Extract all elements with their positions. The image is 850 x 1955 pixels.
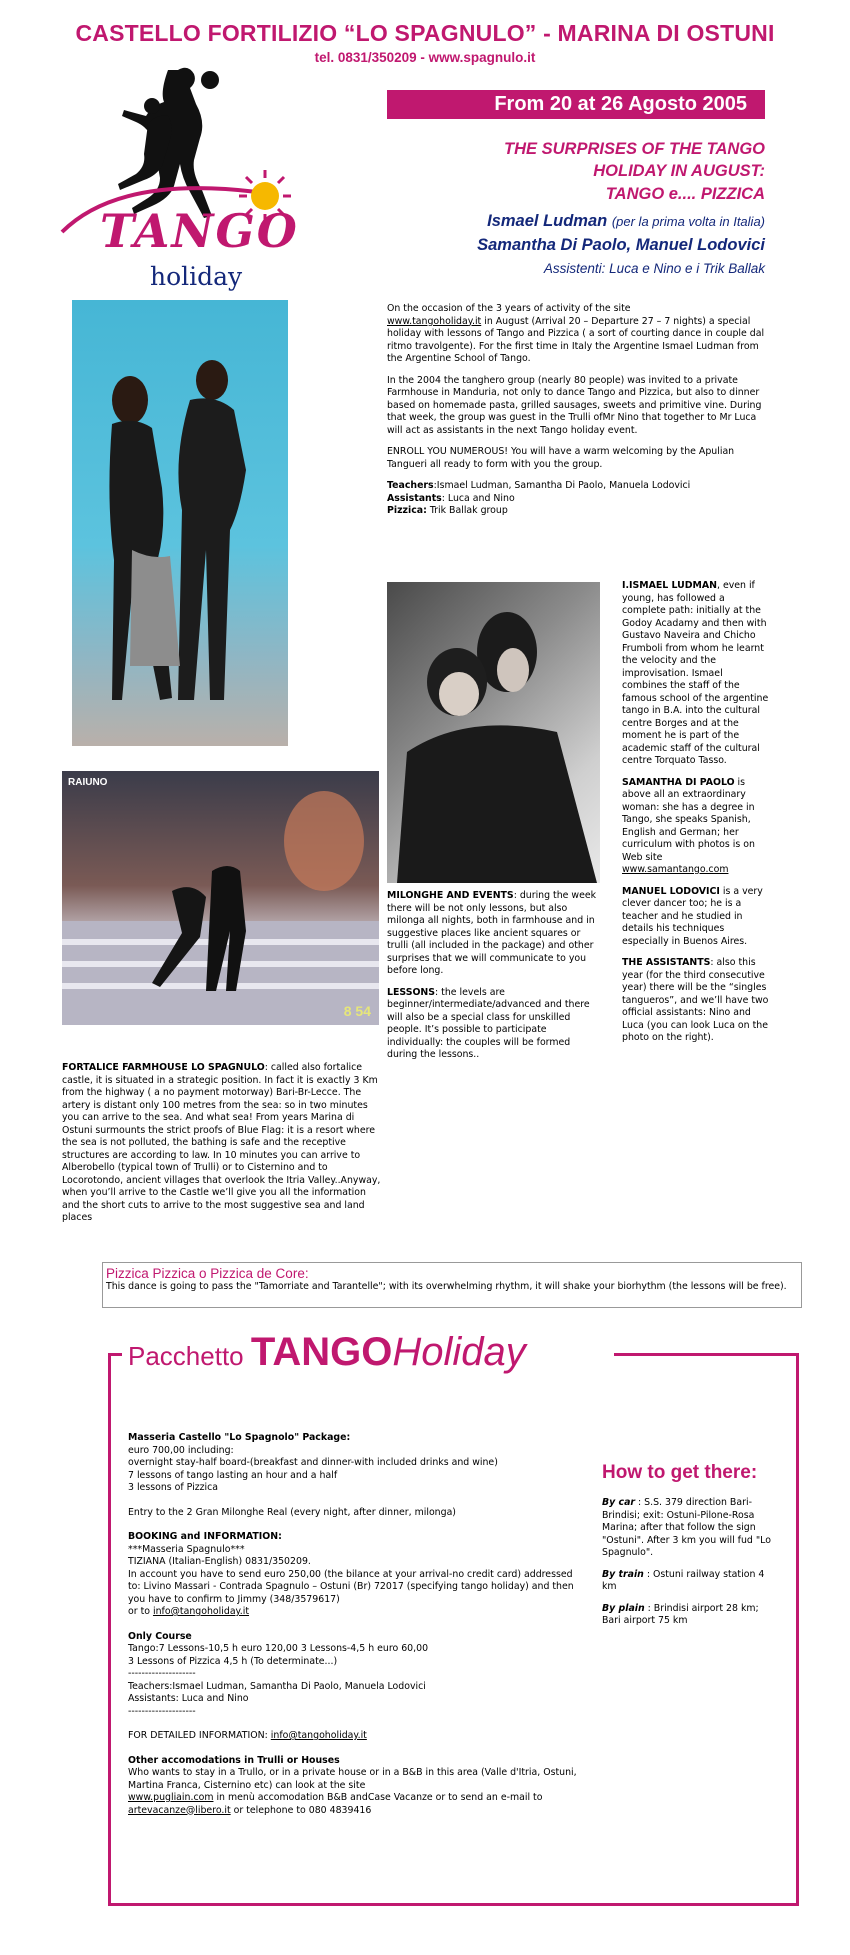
plain-label: By plain [602,1602,645,1614]
other-text2: in menù accomodation B&B andCase Vacanze or to send an e-mail to [213,1792,543,1803]
detailed-info [128,1730,583,1743]
pkg-entry: Entry to the 2 Gran Milonghe Real (every night, after dinner, milonga) [128,1506,456,1518]
lessons-text: : the levels are beginner/intermediate/advanced and there will also be a special class for unskilled people. It’s possible to participate individually: the couples will be formed during the lessons.. [387,986,590,1060]
logo-word: TANGO [100,204,299,258]
manuel-text: is a very clever dancer too; he is a teacher and he studied in details his techniques especially in Buenos Aires. [622,885,763,947]
dir-train [602,1569,780,1594]
only-line-6: -------------------- [128,1705,196,1717]
pkg-line-2: overnight stay-half board-(breakfast and dinner-with included drinks and wine) [128,1457,498,1468]
intro-p1-b: in August (Arrival 20 – Departure 27 – 7 nights) a special holiday with lessons of Tango and Pizzica ( a sort of courting dance in couple dal ritmo travolgente). For the first time in Italy the Argentine Ismael Ludman from the Argentine School of Tango. [387,315,765,364]
intro-text [387,303,772,518]
tangoholiday-link[interactable]: www.tangoholiday.it [387,315,482,327]
intro-p2: In the 2004 the tanghero group (nearly 80 people) was invited to a private Farmhouse in Manduria, not only to dance Tango and Pizzica, but also to dinner based on homemade pasta, grilled sausages, sweets and primitive vine. During that week, the group was guest in the Trulli ofMr Nino that together to Mr Luca will act as assistants in the next Tango holiday event. [387,374,762,436]
assistants-bio-label: THE ASSISTANTS [622,957,711,968]
farmhouse-text [62,1062,382,1234]
train-text: : Ostuni railway station 4 km [602,1568,765,1592]
only-course-title: Only Course [128,1630,192,1642]
assistants-line: Assistenti: Luca e Nino e i Trik Ballak [543,261,765,276]
train-label: By train [602,1568,644,1580]
milonghe-label: MILONGHE AND EVENTS [387,890,514,901]
dates-banner [387,90,765,119]
teachers-label: Teachers [387,480,434,491]
teacher-bios [622,580,770,1054]
teacher1-line [487,212,765,231]
tango-holiday-logo [60,62,310,302]
teacher1-note: (per la prima volta in Italia) [611,214,765,229]
frame-top-right [614,1353,799,1356]
headline-line2: HOLIDAY IN AUGUST: [593,162,765,180]
photo-raiuno-stage [62,771,379,1025]
other-text3: or telephone to 080 4839416 [230,1804,372,1816]
photo-couple-bw [387,582,600,883]
ismael-label: I.ISMAEL LUDMAN [622,580,717,591]
intro-p3: ENROLL YOU NUMEROUS! You will have a warm welcoming by the Apulian Tangueri all ready to form with you the group. [387,446,735,470]
page-title: CASTELLO FORTILIZIO “LO SPAGNULO” - MARINA DI OSTUNI [75,20,775,46]
pizzica-box-title: Pizzica Pizzica o Pizzica de Core: [106,1266,309,1281]
ismael-text: , even if young, has followed a complete path: initially at the Godoy Acadamy and then with Gustavo Naveira and Chicho Frumboli from whom he learnt the velocity and the improvisation. Ismael combines the staff of the famous school of the argentine tango in B.A. into the cultural centre Borges and at the moment he is part of the academic staff of the cultural centre Torquato Tasso. [622,580,769,766]
frame-top-left [108,1353,122,1356]
detailed-label: FOR DETAILED INFORMATION: [128,1730,271,1741]
pizzica-box-text: This dance is going to pass the "Tamorriate and Tarantelle"; with its overwhelming rhythm, it will shake your biorhythm (the lessons will be free). [106,1281,787,1292]
farmhouse-body: : called also fortalice castle, it is situated in a strategic position. In fact it is exactly 3 Km from the highway ( a no payment motorway) Bari-Br-Lecce. The artery is distant only 100 metres from the sea: so in two minutes you can arrive to the sea. And what sea! From years Marina di Ostuni surmounts the strict proofs of Blue Flag: it is a resort where the sea is not polluted, the bathing is safe and the receptive structures are according to law. In 10 minutes you can arrive to Alberobello (typical town of Trulli) or to Cisternino and to Locorotondo, ancient villages that overlook the Itria Valley..Anyway, when you’ll arrive to the Castle we’ll give you all the information and the short cuts to arrive to the most suggestive sea and land places [62,1062,381,1223]
bio-assistants [622,957,770,1045]
stage-photo-icon [62,771,379,1025]
assistants-bio-text: : also this year (for the third consecutive year) there will be the “singles tangueros”, and we’ll have two official assistants: Nino and Luca (you can look Luca on the photo on the right). [622,957,769,1043]
pkg-line-4: 3 lessons of Pizzica [128,1482,219,1493]
only-line-4: Teachers:Ismael Ludman, Samantha Di Paolo, Manuela Lodovici [128,1680,426,1692]
pugliain-link[interactable]: www.pugliain.com [128,1792,214,1803]
milonghe-text: : during the week there will be not only lessons, but also milonga all nights, both in farmhouse and in suggestive places like ancient squares or trulli (all included in the package) and other surprises that we will communicate to you before long. [387,890,597,976]
only-line-2: 3 Lessons of Pizzica 4,5 h (To determinate...) [128,1655,338,1667]
farmhouse-label: FORTALICE FARMHOUSE LO SPAGNULO [62,1062,265,1073]
intro-credits [387,480,772,518]
samantango-link[interactable]: www.samantango.com [622,864,729,875]
photo-couple-blue [72,300,288,746]
dates-text: From 20 at 26 Agosto 2005 [494,93,747,115]
bio-samantha [622,777,770,877]
directions-text [602,1497,780,1637]
pkg-line-3: 7 lessons of tango lasting an hour and a half [128,1469,338,1481]
other-paragraph [128,1767,583,1817]
directions-title: How to get there: [602,1462,758,1483]
headline-line3: TANGO e.... PIZZICA [605,185,765,203]
pkg-title: Masseria Castello "Lo Spagnolo" Package: [128,1432,351,1443]
logo-sub: holiday [150,262,243,291]
timestamp-label: 8 54 [343,1003,371,1019]
milonghe-lessons-text [387,890,600,1071]
only-line-5: Assistants: Luca and Nino [128,1693,249,1704]
lessons-label: LESSONS [387,986,436,998]
contact-line: tel. 0831/350209 - www.spagnulo.it [314,50,536,65]
plain-text: : Brindisi airport 28 km; Bari airport 75 km [602,1602,759,1626]
car-text: : S.S. 379 direction Bari-Brindisi; exit: Ostuni-Pilone-Rosa Marina; after that follow the sign "Ostuni". After 3 km you will fud "Lo Spagnulo". [602,1497,771,1558]
bio-manuel [622,886,770,949]
package-details [128,1432,583,1817]
dir-plain [602,1603,780,1628]
other-text: Who wants to stay in a Trullo, or in a private house or in a B&B in this area (Valle d'Itria, Ostuni, Martina Franca, Cisternino etc) can look at the site [128,1767,577,1791]
booking-line-3: In account you have to send euro 250,00 (the bilance at your arrival-no credit card) addressed to: Livino Massari - Contrada Spagnulo – Ostuni (Br) 72017 (specifying tango holiday) and then you have to confirm to Jimmy (348/3579617) [128,1568,574,1605]
booking-line-2: TIZIANA (Italian-English) 0831/350209. [128,1556,311,1567]
manuel-label: MANUEL LODOVICI [622,885,720,897]
headline-line1: THE SURPRISES OF THE TANGO [504,140,765,158]
artevacanze-email-link[interactable]: artevacanze@libero.it [128,1804,231,1816]
farmhouse-paragraph [62,1062,382,1225]
booking-email-link[interactable]: info@tangoholiday.it [152,1606,250,1617]
intro-p1 [387,303,772,366]
booking-line-1: ***Masseria Spagnulo*** [128,1543,245,1555]
assistants-value: : Luca and Nino [441,492,515,504]
intro-p1-a: On the occasion of the 3 years of activity of the site [387,303,631,314]
package-heading-c: Holiday [392,1330,526,1374]
detailed-email-link[interactable]: info@tangoholiday.it [270,1730,367,1741]
package-heading-a: Pacchetto [128,1341,251,1371]
bw-photo-icon [387,582,600,883]
car-label: By car [602,1497,636,1508]
package-heading-b: TANGO [250,1330,393,1374]
teacher2-line: Samantha Di Paolo, Manuel Lodovici [477,236,765,254]
channel-label: RAIUNO [68,777,108,788]
pizzica-box [102,1262,802,1308]
booking-title: BOOKING and INFORMATION: [128,1531,282,1542]
booking-or: or to [128,1606,153,1617]
pizzica-label: Pizzica: [387,505,427,516]
pkg-line-1: euro 700,00 including: [128,1444,234,1456]
teachers-value: :Ismael Ludman, Samantha Di Paolo, Manuela Lodovici [433,480,691,491]
samantha-label: SAMANTHA DI PAOLO [622,776,735,788]
teacher1-name: Ismael Ludman [487,212,608,230]
samantha-text: is above all an extraordinary woman: she has a degree in Tango, she speaks Spanish, English and German; her curriculum with photos is on Web site [622,776,755,863]
dancers-photo-icon [72,300,288,746]
only-line-1: Tango:7 Lessons-10,5 h euro 120,00 3 Lessons-4,5 h euro 60,00 [128,1643,429,1654]
booking-line-4 [128,1606,583,1619]
pizzica-value: Trik Ballak group [426,505,508,516]
dir-car [602,1497,780,1560]
only-line-3: -------------------- [128,1668,196,1679]
package-heading [128,1330,526,1375]
milonghe-paragraph [387,890,600,978]
other-title: Other accomodations in Trulli or Houses [128,1754,340,1766]
assistants-label: Assistants [387,492,442,504]
lessons-paragraph [387,987,600,1062]
bio-ismael [622,580,770,768]
